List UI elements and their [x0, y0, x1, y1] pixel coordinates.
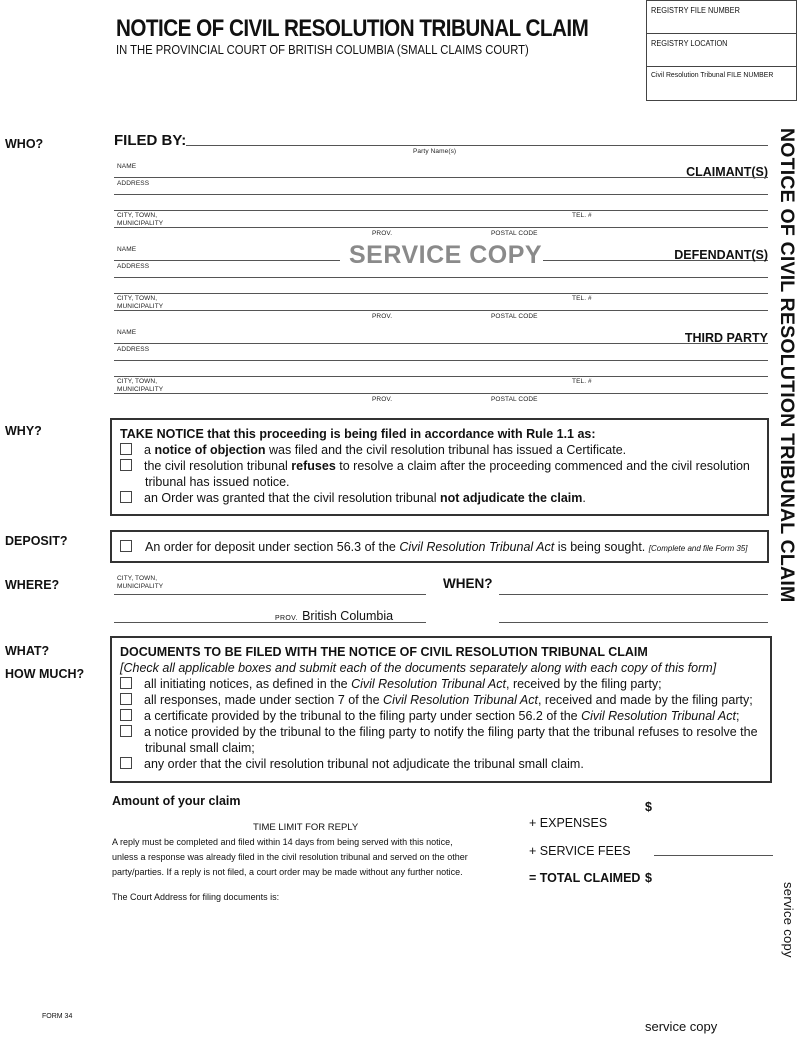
- filed-by-label: FILED BY:: [114, 132, 187, 149]
- third-party-role-label: THIRD PARTY: [684, 331, 768, 345]
- time-limit-body: A reply must be completed and filed within 14 days from being served with this notice, unless a response was already filed in the civil resolution tribunal and served on the other party/parties. If a reply is not filed, a court order may be made without any further notice.: [112, 837, 468, 877]
- why-not-adjudicate-checkbox[interactable]: [120, 491, 132, 503]
- form-title: NOTICE OF CIVIL RESOLUTION TRIBUNAL CLAIM: [116, 15, 589, 42]
- document-item-order: any order that the civil resolution tribunal not adjudicate the tribunal small claim.: [120, 756, 762, 772]
- where-city-label: CITY, TOWN, MUNICIPALITY: [117, 575, 164, 590]
- when-input-line-2[interactable]: [499, 622, 768, 623]
- document-item-refusal-notice: a notice provided by the tribunal to the filing party to notify the filing party that the tribunal refuses to resolve the tribunal small claim;: [120, 724, 762, 756]
- service-copy-footer: service copy: [645, 1019, 718, 1034]
- court-address-field[interactable]: [112, 906, 492, 986]
- claimant-address-input-line-1[interactable]: [114, 194, 768, 195]
- deposit-form-note: [Complete and file Form 35]: [648, 544, 748, 553]
- expenses-label: + EXPENSES: [529, 816, 608, 830]
- vertical-title-text: NOTICE OF CIVIL RESOLUTION TRIBUNAL CLAIM: [776, 128, 798, 603]
- registry-box: [646, 0, 797, 101]
- certificate-checkbox[interactable]: [120, 709, 132, 721]
- document-item-certificate: a certificate provided by the tribunal to the filing party under section 56.2 of the Civil Resolution Tribunal Act;: [120, 708, 762, 724]
- claimant-city-input-line[interactable]: [114, 227, 768, 228]
- deposit-box: [110, 530, 769, 563]
- service-fees-input-line[interactable]: [654, 855, 773, 856]
- total-claimed-input[interactable]: [655, 869, 770, 885]
- document-item-initiating-notices: all initiating notices, as defined in the Civil Resolution Tribunal Act, received by the filing party;: [120, 676, 762, 692]
- form-subtitle: IN THE PROVINCIAL COURT OF BRITISH COLUMBIA (SMALL CLAIMS COURT): [116, 43, 529, 57]
- refusal-notice-checkbox[interactable]: [120, 725, 132, 737]
- what-label: WHAT?: [5, 644, 50, 658]
- how-much-label: HOW MUCH?: [5, 667, 85, 681]
- document-item-responses: all responses, made under section 7 of the Civil Resolution Tribunal Act, received and made by the filing party;: [120, 692, 762, 708]
- deposit-label: DEPOSIT?: [5, 534, 68, 548]
- deposit-checkbox[interactable]: [120, 540, 132, 552]
- claim-currency-symbol: $: [645, 800, 652, 814]
- when-input-line-1[interactable]: [499, 594, 768, 595]
- claim-amount-input[interactable]: [655, 796, 770, 812]
- defendant-name-input-line-left[interactable]: [114, 260, 340, 261]
- registry-file-number-field[interactable]: [647, 1, 796, 34]
- claimant-prov-label: PROV.: [372, 230, 393, 237]
- where-city-input-line[interactable]: [114, 594, 426, 595]
- third-party-city-label: CITY, TOWN, MUNICIPALITY: [117, 378, 164, 393]
- when-label: WHEN?: [443, 576, 493, 591]
- defendant-name-label: NAME: [117, 246, 137, 253]
- claimant-name-label: NAME: [117, 163, 137, 170]
- why-heading: TAKE NOTICE that this proceeding is being filed in accordance with Rule 1.1 as:: [120, 427, 596, 441]
- why-box: [110, 418, 769, 516]
- time-limit-heading: TIME LIMIT FOR REPLY: [253, 822, 359, 833]
- claimant-name-input-line[interactable]: [114, 177, 768, 178]
- initiating-notices-checkbox[interactable]: [120, 677, 132, 689]
- claimant-address-input-line-2[interactable]: [114, 210, 768, 211]
- total-currency-symbol: $: [645, 871, 652, 885]
- why-option-objection: a notice of objection was filed and the civil resolution tribunal has issued a Certificate.: [120, 442, 759, 458]
- registry-location-field[interactable]: [647, 34, 796, 67]
- defendant-prov-label: PROV.: [372, 313, 393, 320]
- documents-instruction: [Check all applicable boxes and submit each of the documents separately along with each copy of this form]: [120, 661, 717, 675]
- defendant-address-input-line-1[interactable]: [114, 277, 768, 278]
- deposit-option: An order for deposit under section 56.3 of the Civil Resolution Tribunal Act is being sought. [Complete and file Form 35]: [120, 539, 759, 557]
- claimant-city-label: CITY, TOWN, MUNICIPALITY: [117, 212, 164, 227]
- claimant-postal-label: POSTAL CODE: [491, 230, 538, 237]
- expenses-amount-input[interactable]: [655, 815, 770, 831]
- service-copy-stamp: SERVICE COPY: [349, 241, 543, 269]
- court-address-label: The Court Address for filing documents is:: [112, 892, 280, 902]
- claimant-tel-label: TEL. #: [572, 212, 592, 219]
- where-prov-value: British Columbia: [302, 609, 394, 623]
- where-prov-input-line[interactable]: [114, 622, 426, 623]
- why-objection-checkbox[interactable]: [120, 443, 132, 455]
- third-party-city-input-line[interactable]: [114, 393, 768, 394]
- defendant-address-label: ADDRESS: [117, 263, 150, 270]
- where-prov-label: PROV.: [275, 615, 298, 622]
- third-party-postal-label: POSTAL CODE: [491, 396, 538, 403]
- third-party-address-input-line-1[interactable]: [114, 360, 768, 361]
- crt-file-number-field[interactable]: [647, 67, 796, 100]
- party-names-caption: Party Name(s): [413, 148, 457, 155]
- why-refuses-checkbox[interactable]: [120, 459, 132, 471]
- registry-file-number-label: REGISTRY FILE NUMBER: [651, 6, 740, 15]
- order-checkbox[interactable]: [120, 757, 132, 769]
- defendant-city-label: CITY, TOWN, MUNICIPALITY: [117, 295, 164, 310]
- documents-box: [110, 636, 772, 783]
- defendant-postal-label: POSTAL CODE: [491, 313, 538, 320]
- third-party-prov-label: PROV.: [372, 396, 393, 403]
- defendant-city-input-line[interactable]: [114, 310, 768, 311]
- claimant-role-label: CLAIMANT(S): [686, 165, 768, 179]
- where-label: WHERE?: [5, 578, 60, 592]
- why-option-not-adjudicate: an Order was granted that the civil resolution tribunal not adjudicate the claim.: [120, 490, 759, 506]
- vertical-service-copy: service copy: [781, 882, 796, 958]
- defendant-address-input-line-2[interactable]: [114, 293, 768, 294]
- vertical-form-title: [770, 128, 800, 663]
- defendant-tel-label: TEL. #: [572, 295, 592, 302]
- filed-by-input-line[interactable]: [186, 145, 768, 146]
- third-party-name-input-line[interactable]: [114, 343, 768, 344]
- crt-file-number-label: Civil Resolution Tribunal FILE NUMBER: [651, 70, 774, 79]
- who-label: WHO?: [5, 137, 44, 151]
- service-fees-label: + SERVICE FEES: [529, 844, 631, 858]
- third-party-tel-label: TEL. #: [572, 378, 592, 385]
- defendant-role-label: DEFENDANT(S): [674, 248, 768, 262]
- responses-checkbox[interactable]: [120, 693, 132, 705]
- why-label: WHY?: [5, 424, 42, 438]
- claimant-address-label: ADDRESS: [117, 180, 150, 187]
- total-claimed-label: = TOTAL CLAIMED: [529, 871, 641, 885]
- registry-location-label: REGISTRY LOCATION: [651, 39, 728, 48]
- third-party-address-input-line-2[interactable]: [114, 376, 768, 377]
- third-party-name-label: NAME: [117, 329, 137, 336]
- amount-of-claim-label: Amount of your claim: [112, 794, 241, 808]
- documents-heading: DOCUMENTS TO BE FILED WITH THE NOTICE OF CIVIL RESOLUTION TRIBUNAL CLAIM: [120, 645, 648, 659]
- form-number: FORM 34: [42, 1013, 73, 1020]
- why-option-refuses: the civil resolution tribunal refuses to resolve a claim after the proceeding commenced and the civil resolution tribunal has issued notice.: [120, 458, 759, 490]
- third-party-address-label: ADDRESS: [117, 346, 150, 353]
